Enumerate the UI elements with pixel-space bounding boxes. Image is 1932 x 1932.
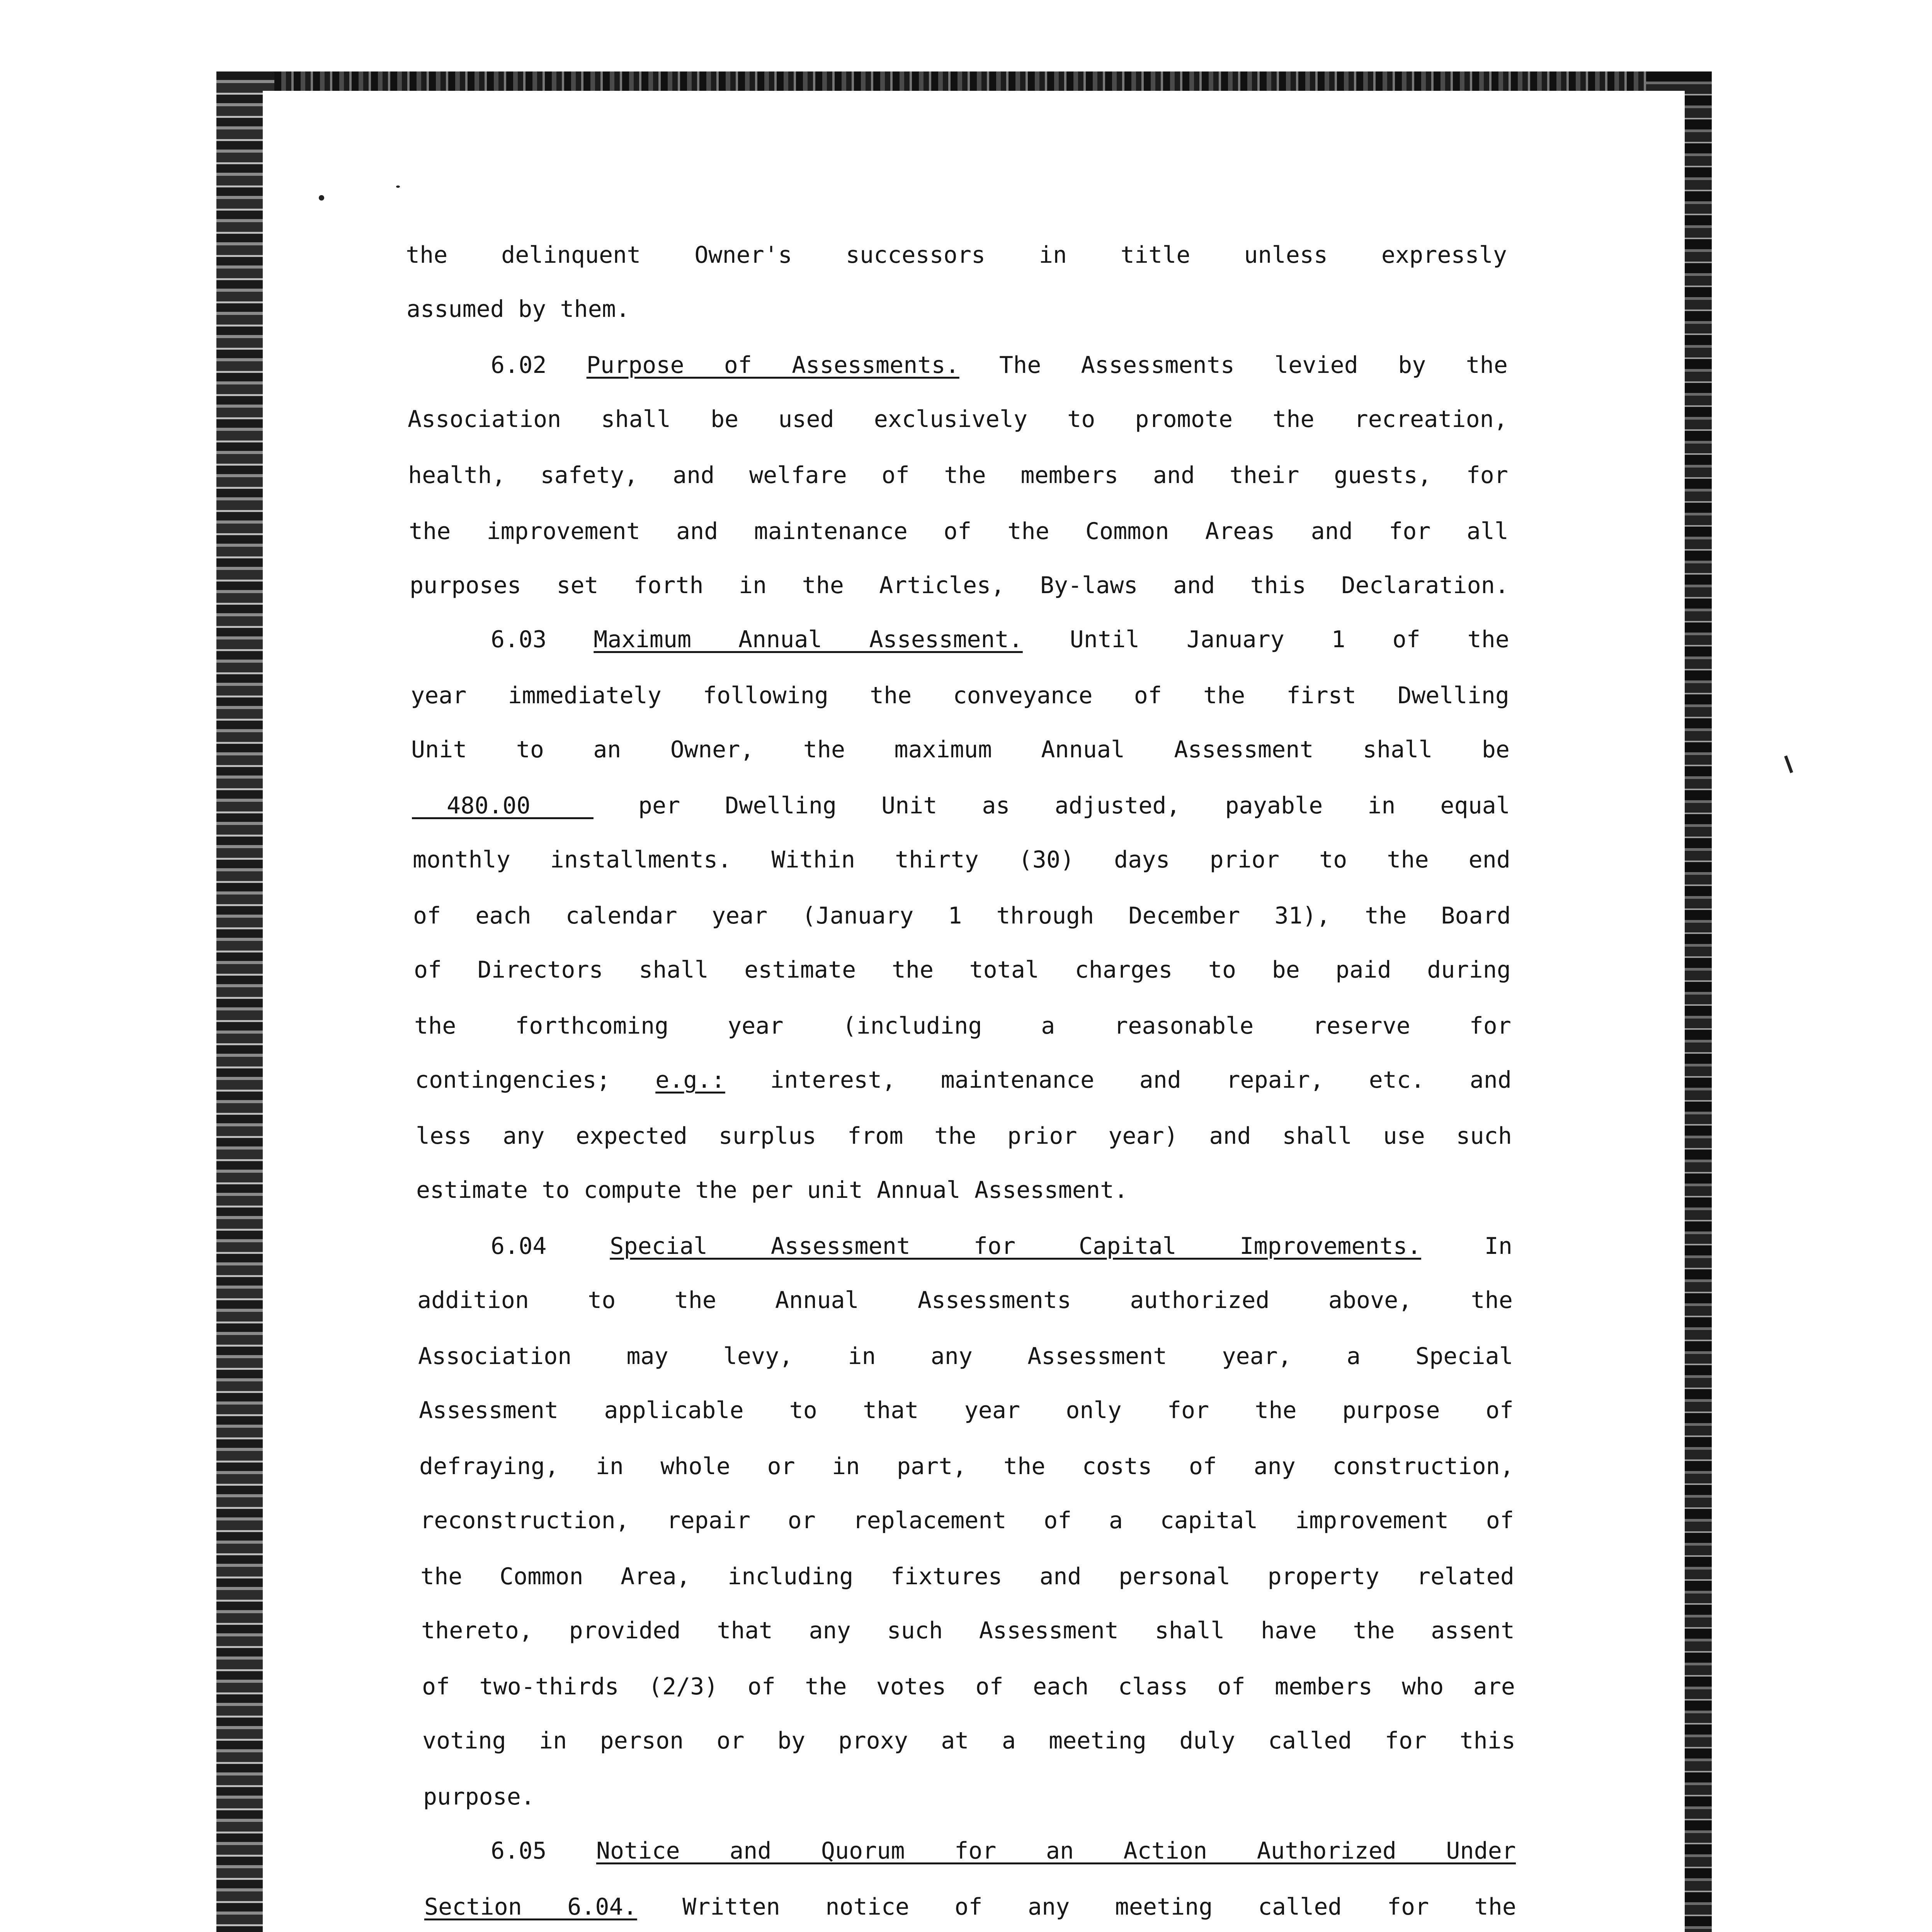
text-line [491, 350, 1508, 381]
text-line [421, 1615, 1515, 1646]
text-run: less any expected surplus from the prior year) and shall use such [416, 1122, 1512, 1150]
text-run: 6.04 [491, 1233, 610, 1260]
text-run: Written notice of any meeting called for the [637, 1893, 1516, 1920]
text-run: monthly installments. Within thirty (30) days prior to the end [413, 846, 1510, 873]
scan-speck [319, 195, 324, 201]
text-line [424, 1891, 1516, 1922]
text-line [414, 1010, 1511, 1041]
text-run: of two-thirds (2/3) of the votes of each class of members who are [422, 1673, 1515, 1700]
text-line [408, 404, 1508, 435]
text-run: 6.02 [491, 352, 587, 379]
text-line [423, 1781, 1515, 1812]
text-run: defraying, in whole or in part, the costs of any construction, [419, 1453, 1514, 1480]
text-line [413, 900, 1511, 931]
text-line [418, 1341, 1513, 1372]
text-run: 6.05 [491, 1837, 596, 1864]
text-run: Until January 1 of the [1022, 626, 1509, 653]
scan-mark [1784, 755, 1793, 773]
text-run: health, safety, and welfare of the members and their guests, for [408, 462, 1508, 489]
text-run: Unit to an Owner, the maximum Annual Assessment shall be [411, 736, 1510, 763]
text-run: the Common Area, including fixtures and personal property related [420, 1563, 1514, 1590]
text-run: purposes set forth in the Articles, By-laws and this Declaration. [410, 572, 1509, 599]
text-line [413, 844, 1510, 875]
text-line [409, 516, 1509, 547]
text-run: interest, maintenance and repair, etc. and [725, 1066, 1512, 1094]
text-line [410, 570, 1509, 601]
text-run: of Directors shall estimate the total charges to be paid during [414, 956, 1511, 983]
text-line [415, 1065, 1512, 1095]
text-line [419, 1451, 1514, 1482]
text-run: the delinquent Owner's successors in title unless expressly [406, 242, 1507, 269]
section-heading: Maximum Annual Assessment. [594, 626, 1023, 653]
text-line [414, 954, 1511, 985]
text-line [491, 1231, 1512, 1262]
scan-speck [396, 185, 400, 188]
text-line [416, 1175, 1512, 1206]
text-line [406, 240, 1507, 270]
text-line [422, 1671, 1515, 1702]
text-run: Assessment applicable to that year only for the purpose of [419, 1397, 1514, 1424]
text-line [491, 624, 1509, 655]
section-heading: Special Assessment for Capital Improvements. [610, 1233, 1422, 1260]
text-line [417, 1285, 1513, 1316]
section-heading: Section 6.04. [424, 1893, 637, 1920]
text-line [420, 1505, 1514, 1536]
section-heading: Purpose of Assessments. [586, 352, 959, 379]
text-run: Association may levy, in any Assessment year, a Special [418, 1343, 1513, 1370]
text-run: The Assessments levied by the [959, 352, 1508, 379]
text-run: per Dwelling Unit as adjusted, payable in equal [594, 792, 1510, 819]
text-line [411, 734, 1510, 765]
text-line [420, 1561, 1514, 1592]
text-run: of each calendar year (January 1 through December 31), the Board [413, 902, 1511, 929]
text-run: 6.03 [491, 626, 594, 653]
text-line [422, 1725, 1515, 1756]
text-run: the improvement and maintenance of the Common Areas and for all [409, 518, 1509, 545]
text-run: year immediately following the conveyance of the first Dwelling [411, 682, 1509, 709]
text-line [406, 294, 1507, 325]
text-run: contingencies; [415, 1066, 656, 1094]
text-run: thereto, provided that any such Assessment shall have the assent [421, 1617, 1515, 1644]
text-run: the forthcoming year (including a reasonable reserve for [414, 1012, 1511, 1039]
section-heading: Notice and Quorum for an Action Authorized Under [596, 1837, 1516, 1864]
text-line [419, 1395, 1514, 1426]
section-heading: e.g.: [655, 1066, 725, 1094]
text-line [411, 680, 1509, 711]
text-line [408, 460, 1508, 491]
scan-edge-top [216, 71, 1712, 93]
text-run: estimate to compute the per unit Annual Assessment. [416, 1177, 1128, 1204]
text-run: Association shall be used exclusively to promote the recreation, [408, 406, 1508, 433]
text-line [491, 1835, 1516, 1866]
text-run: In [1421, 1233, 1512, 1260]
text-run: assumed by them. [406, 296, 630, 323]
assessment-amount: 480.00 [412, 794, 594, 819]
text-run: voting in person or by proxy at a meeting duly called for this [422, 1727, 1515, 1754]
text-run: addition to the Annual Assessments authorized above, the [417, 1287, 1513, 1314]
text-run: purpose. [423, 1783, 535, 1810]
text-line [412, 790, 1510, 821]
text-line [416, 1121, 1512, 1151]
text-run: reconstruction, repair or replacement of a capital improvement of [420, 1507, 1514, 1534]
